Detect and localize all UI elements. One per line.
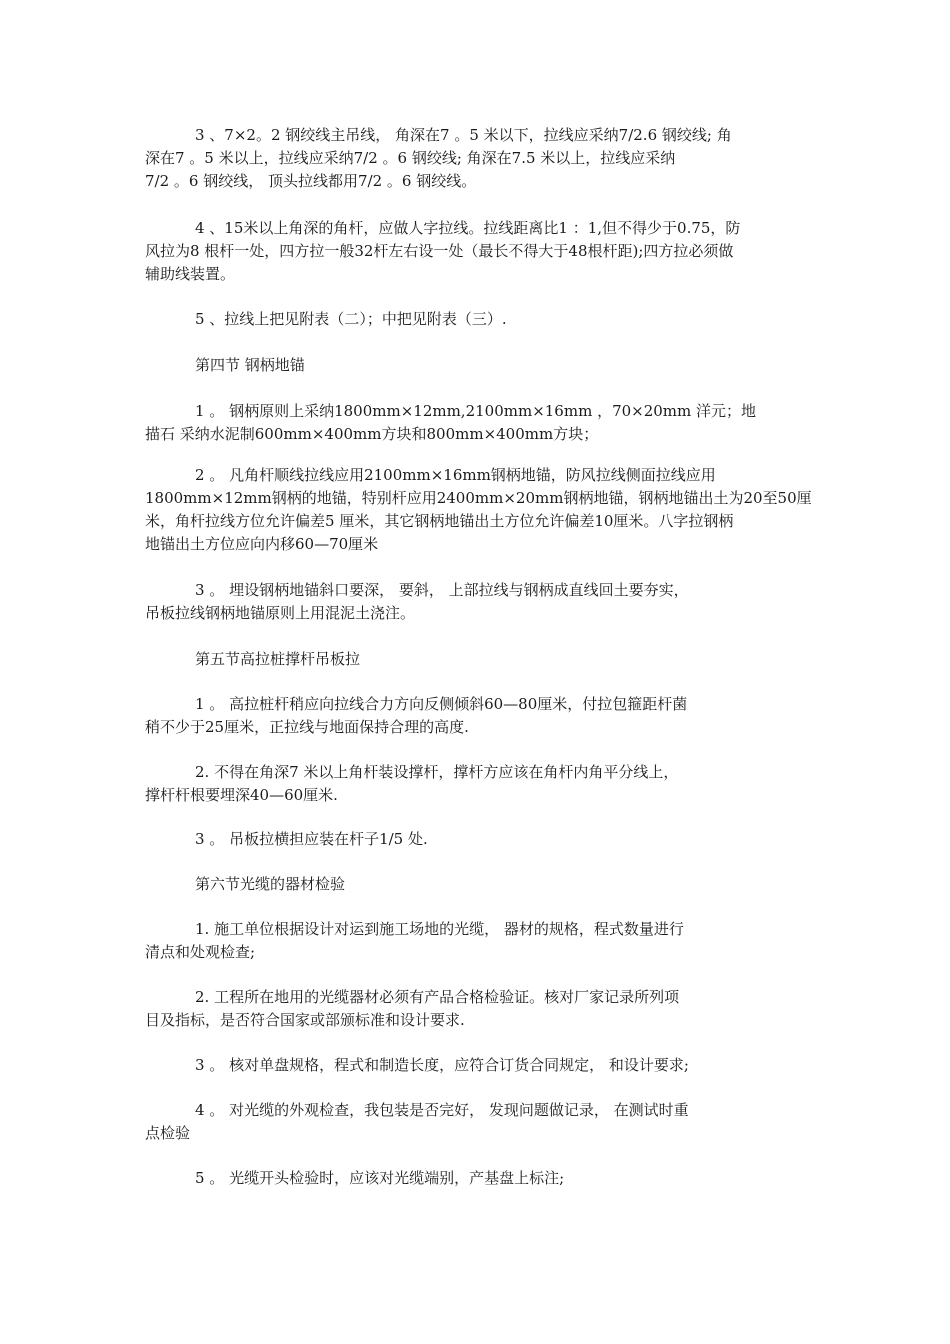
section-title: 第六节光缆的器材检验 [195,875,346,893]
text-line: 5 、拉线上把见附表（二）；中把见附表（三）. [195,310,507,328]
text-line: 5 。 光缆开头检验时，应该对光缆端别，产基盘上标注; [195,1169,565,1187]
text-line: 米，角杆拉线方位允许偏差5 厘米，其它钢柄地锚出土方位允许偏差10厘米。八字拉钢柄 [145,512,734,530]
text-line: 1 。 钢柄原则上采纳1800mm×12mm,2100mm×16mm ，70×20mm 洋元；地 [195,402,757,420]
paragraph-6-1 [145,918,815,964]
paragraph-steel-strand-spec [145,124,815,193]
text-line: 深在7 。5 米以上，拉线应采纳7/2 。6 钢绞线; 角深在7.5 米以上，拉线应采纳 [145,149,676,167]
text-line: 3 。 吊板拉横担应装在杆子1/5 处. [195,830,428,848]
text-line: 4 、15米以上角深的角杆，应做人字拉线。拉线距离比1 ：1,但不得少于0.75，防 [195,219,741,237]
paragraph-6-5 [145,1167,815,1190]
text-line: 撑杆杆根要埋深40—60厘米. [145,786,338,804]
text-line: 点检验 [145,1124,191,1142]
text-line: 3 、7×2。2 钢绞线主吊线， 角深在7 。5 米以下，拉线应采纳7/2.6 钢绞线; 角 [195,126,732,144]
text-line: 2 。 凡角杆顺线拉线应用2100mm×16mm钢柄地锚，防风拉线侧面拉线应用 [195,466,716,484]
text-line: 2. 工程所在地用的光缆器材必须有产品合格检验证。核对厂家记录所列项 [195,988,680,1006]
text-line: 描石 采纳水泥制600mm×400mm方块和800mm×400mm方块； [145,425,599,443]
paragraph-5-3 [145,828,815,851]
section-title: 第四节 钢柄地锚 [195,356,305,374]
text-line: 清点和处观检查; [145,943,256,961]
text-line: 3 。 埋设钢柄地锚斜口要深， 要斜， 上部拉线与钢柄成直线回土要夯实， [195,581,689,599]
text-line: 地锚出土方位应向内移60—70厘米 [145,535,379,553]
paragraph-guy-clamp-ref [145,308,815,331]
section-heading-4 [145,354,815,377]
text-line: 吊板拉线钢柄地锚原则上用混泥土浇注。 [145,604,416,622]
text-line: 辅助线装置。 [145,265,236,283]
section-title: 第五节高拉桩撑杆吊板拉 [195,650,361,668]
paragraph-herringbone-guy [145,217,815,286]
text-line: 4 。 对光缆的外观检查，我包装是否完好， 发现问题做记录， 在测试时重 [195,1101,689,1119]
paragraph-5-2 [145,761,815,807]
paragraph-5-1 [145,693,815,739]
text-line: 风拉为8 根杆一处，四方拉一般32杆左右设一处（最长不得大于48根杆距);四方拉必须做 [145,242,734,260]
text-line: 2. 不得在角深7 米以上角杆装设撑杆，撑杆方应该在角杆内角平分线上， [195,763,679,781]
text-line: 7/2 。6 钢绞线， 顶头拉线都用7/2 。6 钢绞线。 [145,172,477,190]
paragraph-4-3 [145,579,815,625]
text-line: 1. 施工单位根据设计对运到施工场地的光缆， 器材的规格，程式数量进行 [195,920,684,938]
text-line: 1 。 高拉桩杆稍应向拉线合力方向反侧倾斜60—80厘米，付拉包箍距杆菌 [195,695,688,713]
text-line: 3 。 核对单盘规格，程式和制造长度，应符合订货合同规定， 和设计要求; [195,1056,689,1074]
section-heading-6 [145,873,815,896]
paragraph-4-1 [145,400,815,446]
paragraph-6-3 [145,1054,815,1077]
paragraph-6-4 [145,1099,815,1145]
text-line: 目及指标，是否符合国家或部颁标准和设计要求. [145,1011,465,1029]
section-heading-5 [145,648,815,671]
paragraph-6-2 [145,986,815,1032]
text-line: 1800mm×12mm钢柄的地锚，特别杆应用2400mm×20mm钢柄地锚，钢柄地锚出土为20至50厘 [145,489,812,507]
text-line: 稍不少于25厘米，正拉线与地面保持合理的高度. [145,718,469,736]
paragraph-4-2 [145,464,815,556]
